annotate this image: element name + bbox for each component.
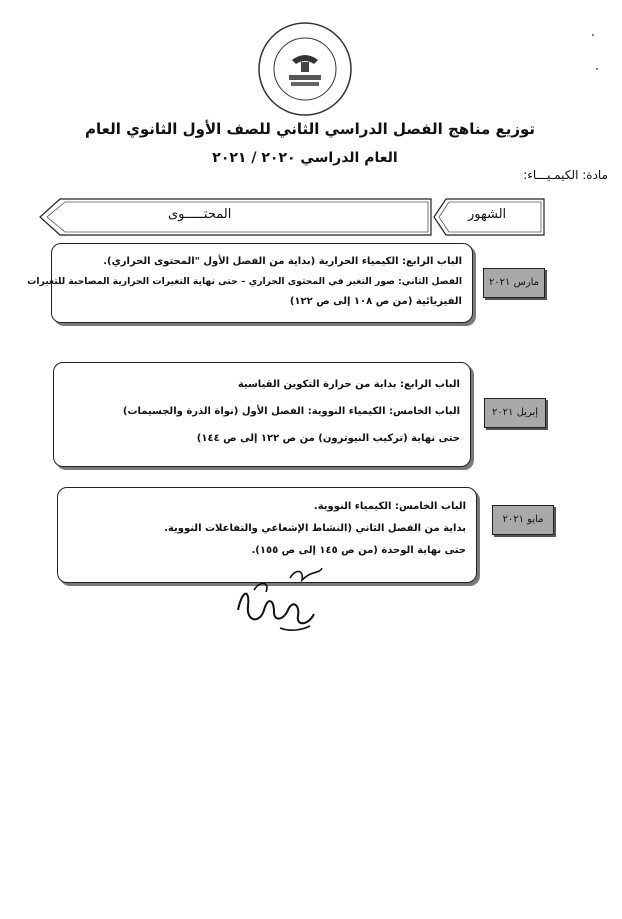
table-header bbox=[38, 196, 548, 238]
content-card-april bbox=[53, 362, 471, 467]
content-column-header: المحتـــــوى bbox=[168, 207, 232, 222]
content-line: الفصل الثاني: صور التغير في المحتوى الحراري – حتى نهاية التغيرات الحرارية المصاحبة للتغيرات bbox=[27, 276, 462, 287]
content-card-may bbox=[57, 487, 477, 583]
content-line: حتى نهاية (تركيب النيوترون) من ص ١٢٢ إلى ص ١٤٤) bbox=[196, 433, 460, 444]
scan-speck bbox=[596, 68, 598, 70]
content-line: حتى نهاية الوحدة (من ص ١٤٥ إلى ص ١٥٥). bbox=[251, 545, 466, 556]
content-line: الباب الرابع: الكيمياء الحرارية (بداية من الفصل الأول "المحتوى الحراري). bbox=[103, 256, 462, 267]
month-march: مارس ٢٠٢١ bbox=[483, 268, 545, 298]
content-line: الباب الرابع: بداية من حرارة التكوين القياسية bbox=[237, 379, 460, 390]
content-line: الفيزيائية (من ص ١٠٨ إلى ص ١٢٢) bbox=[289, 296, 462, 307]
ministry-seal bbox=[256, 20, 354, 118]
content-line: الباب الخامس: الكيمياء النووية. bbox=[313, 501, 466, 512]
scan-speck bbox=[592, 34, 594, 36]
month-april: إبريل ٢٠٢١ bbox=[484, 398, 546, 428]
signature-mark bbox=[286, 560, 326, 590]
document-title: توزيع مناهج الفصل الدراسي الثاني للصف الأول الثانوي العام bbox=[84, 120, 536, 138]
content-card-march bbox=[27, 243, 473, 323]
subject-label: مادة: الكيمـيـــاء: bbox=[523, 168, 608, 182]
content-line: الباب الخامس: الكيمياء النووية: الفصل الأول (نواة الذرة والجسيمات) bbox=[122, 406, 460, 417]
content-line: بداية من الفصل الثاني (النشاط الإشعاعي والتفاعلات النووية. bbox=[164, 523, 466, 534]
academic-year: العام الدراسي ٢٠٢٠ / ٢٠٢١ bbox=[212, 150, 398, 166]
months-column-header: الشهور bbox=[468, 207, 507, 222]
month-may: مايو ٢٠٢١ bbox=[492, 505, 554, 535]
